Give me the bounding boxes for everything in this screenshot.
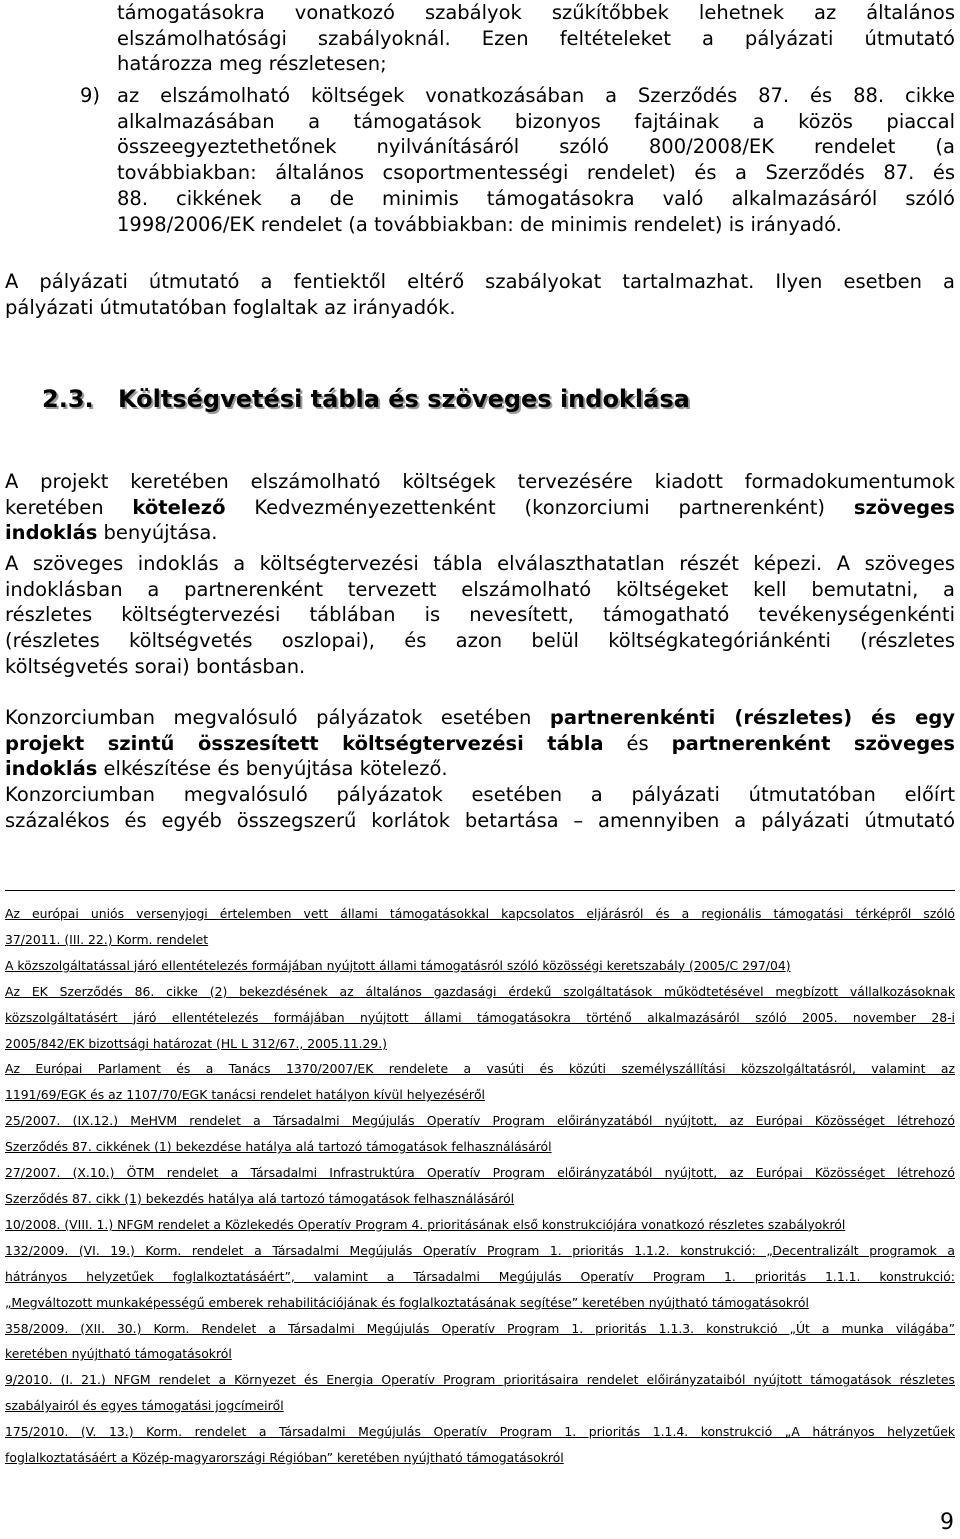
text-line: elszámolhatósági szabályoknál. Ezen feltételeket a pályázati útmutató <box>117 26 955 50</box>
footnote-line: „Megváltozott munkaképességű emberek rehabilitációjának és foglalkoztatásának segítése” keretében nyújtható támogatásokról <box>5 1294 809 1310</box>
text-line: A pályázati útmutató a fentiektől eltérő szabályokat tartalmazhat. Ilyen esetben a <box>5 270 955 293</box>
footnote-line: Szerződés 87. cikk (1) bekezdés hatálya alá tartozó támogatások felhasználásáról <box>5 1190 515 1206</box>
bold-text: szöveges <box>853 495 955 519</box>
text-span: Konzorciumban megvalósuló pályázatok esetében <box>5 706 550 729</box>
paragraph-justification <box>5 551 955 680</box>
bold-text: projekt szintű összesített költségtervezési tábla <box>5 731 604 755</box>
footnote-line: szabályairól és egyes támogatási jogcímeiről <box>5 1398 284 1414</box>
text-line <box>5 705 955 731</box>
text-line: határozza meg részletesen; <box>117 52 387 76</box>
text-line: 88. cikkének a de minimis támogatásokra való alkalmazásáról szóló <box>117 186 955 210</box>
bold-text: partnerenkénti (részletes) és egy <box>549 706 955 729</box>
bold-text: indoklás <box>5 757 98 781</box>
text-line: alkalmazásában a támogatások bizonyos fajtáinak a közös piaccal <box>117 109 955 133</box>
list-item-9 <box>117 83 955 237</box>
footnote-line: foglalkoztatásáért a Közép-magyarországi Régióban” keretében nyújtható támogatásokról <box>5 1450 564 1466</box>
text-line: az elszámolható költségek vonatkozásában a Szerződés 87. és 88. cikke <box>117 84 955 107</box>
text-line <box>5 495 955 521</box>
footnote-line: 10/2008. (VIII. 1.) NFGM rendelet a Közlekedés Operatív Program 4. prioritásának első konstrukciójára vonatkozó részletes szabályokról <box>5 1216 846 1232</box>
text-line: részletes költségtervezési táblában is nevesített, támogatható tevékenységenkénti <box>5 603 955 627</box>
bold-text: kötelező <box>132 495 226 519</box>
footnotes <box>5 901 955 1471</box>
footnote-line: Az Európai Parlament és a Tanács 1370/2007/EK rendelete a vasúti és közúti személyszállítási közszolgáltatásról, valamint az <box>5 1061 955 1077</box>
footnote-line: közszolgáltatásért járó ellentételezés formájában nyújtott állami támogatásokra történő alkalmazásáról szóló 2005. november 28-i <box>5 1009 955 1025</box>
footnote-line: 358/2009. (XII. 30.) Korm. Rendelet a Társadalmi Megújulás Operatív Program 1. prioritás 1.1.3. konstrukció „Út a munka világába” <box>5 1320 955 1336</box>
paragraph-consortium-2 <box>5 782 955 833</box>
footnote-line: 25/2007. (IX.12.) MeHVM rendelet a Társadalmi Megújulás Operatív Program előirányzatából nyújtott, az Európai Közösséget létrehozó <box>5 1113 955 1129</box>
text-span: és <box>603 731 672 755</box>
footnote-line: 2005/842/EK bizottsági határozat (HL L 312/67., 2005.11.29.) <box>5 1035 387 1051</box>
text-span: elkészítése és benyújtása kötelező. <box>97 757 448 781</box>
footnote-separator <box>5 890 955 891</box>
footnote-line: 132/2009. (VI. 19.) Korm. rendelet a Társadalmi Megújulás Operatív Program 1. prioritás 1.1.2. konstrukció: „Decentralizált programok a <box>5 1242 955 1258</box>
footnote-line: 175/2010. (V. 13.) Korm. rendelet a Társadalmi Megújulás Operatív Program 1. prioritás 1.1.4. konstrukció „A hátrányos helyzetűek <box>5 1424 955 1440</box>
text-line: (részletes költségvetés oszlopai), és azon belül költségkategóriánkénti (részletes <box>5 629 955 653</box>
text-line: költségvetés sorai) bontásban. <box>5 654 306 678</box>
text-line <box>5 756 955 782</box>
paragraph-consortium-1 <box>5 705 955 782</box>
text-line <box>5 731 955 757</box>
text-line: 1998/2006/EK rendelet (a továbbiakban: de minimis rendelet) is irányadó. <box>117 212 842 236</box>
text-line: támogatásokra vonatkozó szabályok szűkítőbbek lehetnek az általános <box>117 1 955 24</box>
section-number: 2.3. <box>42 385 94 413</box>
footnote-line: 27/2007. (X.10.) ÖTM rendelet a Társadalmi Infrastruktúra Operatív Program előirányzatából nyújtott, az Európai Közösséget létrehozó <box>5 1165 955 1181</box>
bold-text: partnerenként szöveges <box>671 731 955 755</box>
footnote-line: 9/2010. (I. 21.) NFGM rendelet a Környezet és Energia Operatív Program prioritásaira rendelet előirányzataiból nyújtott támogatások részletes <box>5 1372 955 1388</box>
text-line: százalékos és egyéb összegszerű korlátok betartása – amennyiben a pályázati útmutató <box>5 808 955 832</box>
footnote-line: Az EK Szerződés 86. cikke (2) bekezdésének az általános gazdasági érdekű szolgáltatások működtetésével megbízott vállalkozásoknak <box>5 983 955 999</box>
item-8-continuation <box>117 0 955 77</box>
section-title: Költségvetési tábla és szöveges indoklása <box>118 385 690 413</box>
section-heading <box>42 384 690 414</box>
list-number: 9) <box>80 84 101 107</box>
text-line: Konzorciumban megvalósuló pályázatok esetében a pályázati útmutatóban előírt <box>5 783 955 806</box>
footnote-line: Az európai uniós versenyjogi értelemben vett állami támogatásokkal kapcsolatos eljárásról és a regionális támogatási térképről szóló <box>5 906 955 921</box>
footnote-line: 37/2011. (III. 22.) Korm. rendelet <box>5 931 209 947</box>
text-line: továbbiakban: általános csoportmentességi rendelet) és a Szerződés 87. és <box>117 161 955 185</box>
text-span: keretében <box>5 495 133 519</box>
footnote-line: 1191/69/EGK és az 1107/70/EGK tanácsi rendelet hatályon kívül helyezéséről <box>5 1087 485 1103</box>
page-number: 9 <box>940 1510 954 1535</box>
text-line: A projekt keretében elszámolható költségek tervezésére kiadott formadokumentumok <box>5 470 955 493</box>
text-line: indoklásban a partnerenként tervezett elszámolható költségeket kell bemutatni, a <box>5 577 955 601</box>
footnote-line: hátrányos helyzetűek foglalkoztatásáért”, valamint a Társadalmi Megújulás Operatív Program 1. prioritás 1.1.1. konstrukció: <box>5 1268 955 1284</box>
paragraph-guide <box>5 269 955 320</box>
text-span: Kedvezményezettenként (konzorciumi partnerenként) <box>225 495 854 519</box>
text-line <box>5 520 955 546</box>
bold-text: indoklás <box>5 521 98 545</box>
paragraph-project <box>5 469 955 546</box>
footnote-line: keretében nyújtható támogatásokról <box>5 1346 232 1362</box>
footnote-line: Szerződés 87. cikkének (1) bekezdése hatálya alá tartozó támogatások felhasználásáról <box>5 1139 552 1155</box>
footnote-line: A közszolgáltatással járó ellentételezés formájában nyújtott állami támogatásról szóló közösségi keretszabály (2005/C 297/04) <box>5 957 791 973</box>
text-line: A szöveges indoklás a költségtervezési tábla elválaszthatatlan részét képezi. A szöveges <box>5 552 955 575</box>
text-line: összeegyeztethetőnek nyilvánításáról szóló 800/2008/EK rendelet (a <box>117 135 955 159</box>
text-line: pályázati útmutatóban foglaltak az irányadók. <box>5 295 456 319</box>
text-span: benyújtása. <box>97 521 218 545</box>
